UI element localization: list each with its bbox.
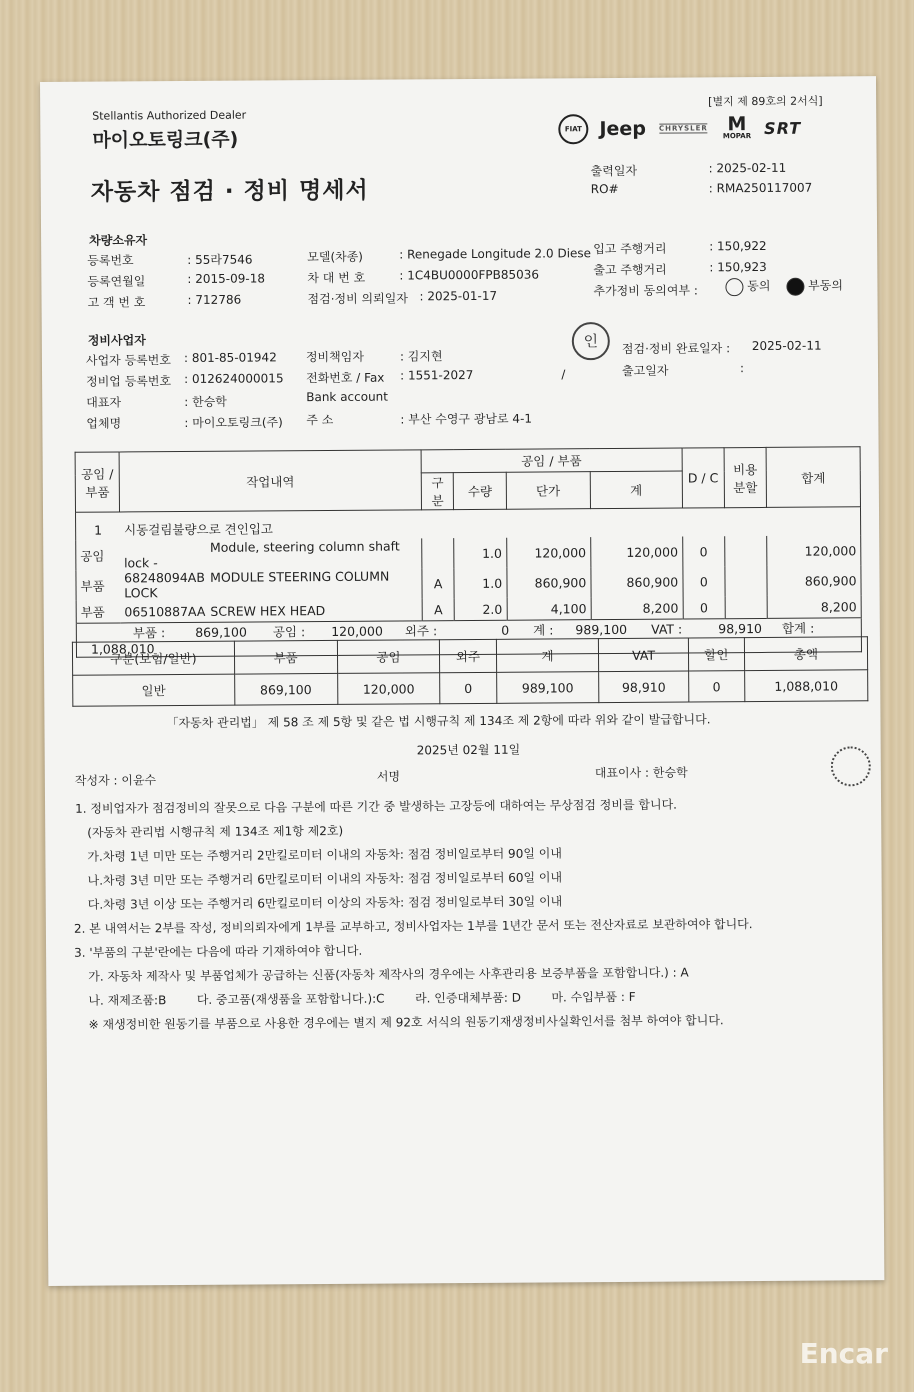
col-cost-share: 비용 분할: [724, 447, 767, 507]
note-3a: 가. 자동차 제작사 및 부품업체가 공급하는 신품(자동차 제작사의 경우에는 사후관리용 보증부품을 포함합니다.) : A: [88, 965, 689, 984]
customer-no: : 712786: [187, 292, 242, 307]
manager-label: 정비책임자: [305, 349, 364, 365]
ceo-signature: 대표이사 : 한승학: [594, 765, 688, 781]
request-date: : 2025-01-17: [419, 288, 498, 304]
release-date-colon: :: [739, 361, 745, 376]
model: : Renegade Longitude 2.0 Diese: [399, 246, 592, 262]
consent-label: 추가정비 동의여부 :: [593, 283, 698, 299]
encar-watermark: Encar: [799, 1337, 888, 1370]
table-row: 부품 68248094AB MODULE STEERING COLUMN LOCK A 1.0 860,900 860,900 0 860,900: [76, 565, 861, 600]
summary-table: 구분(보험/일반) 부품 공임 외주 계 VAT 할인 총액 일반 869,100 120,000 0 989,100 98,910 0 1,088,010: [72, 636, 868, 707]
writer: 작성자 : 이윤수: [74, 773, 157, 788]
company-seal: 인: [572, 322, 610, 360]
phone-label: 전화번호 / Fax: [306, 370, 385, 386]
job-title: 시동걸림불량으로 견인입고: [124, 521, 273, 538]
out-mileage: : 150,923: [709, 259, 767, 275]
shop-name: : 마이오토링크(주): [184, 415, 283, 431]
job-no: 1: [94, 522, 103, 538]
col-total: 합계: [766, 447, 860, 508]
col-kind: 구분: [421, 473, 454, 510]
consent-no-radio: [786, 277, 804, 295]
note-3: 3. '부품의 구분'란에는 다음에 따라 기재하여야 합니다.: [74, 943, 363, 960]
consent-options: [725, 276, 843, 295]
reg-date-label: 등록연월일: [87, 274, 146, 289]
note-1-ref: (자동차 관리법 시행규칙 제 134조 제1항 제2호): [87, 823, 344, 840]
bank-label: Bank account: [306, 389, 389, 405]
shop-name-label: 업체명: [86, 416, 122, 431]
request-date-label: 점검·정비 의뢰일자: [307, 291, 408, 307]
legal-statement: 「자동차 관리법」 제 58 조 제 5항 및 같은 법 시행규칙 제 134조 제 2항에 따라 위와 같이 발급합니다.: [166, 712, 711, 731]
subtotal-row: 부품 : 869,100 공임 : 120,000 외주 : 0 계 : 989,100 VAT : 98,910 합계 : 1,088,010: [76, 618, 861, 657]
biz-no-label: 사업자 등록번호: [85, 353, 171, 368]
table-row: 부품 06510887AA SCREW HEX HEAD A 2.0 4,100 8,200 0 8,200: [76, 595, 861, 623]
col-dc: D / C: [682, 448, 725, 508]
work-detail-table: [75, 446, 862, 657]
mopar-logo: M MOPAR: [722, 113, 752, 141]
col-unit: 단가: [506, 472, 590, 510]
dealer-label: Stellantis Authorized Dealer: [92, 108, 247, 123]
col-type: 공임 / 부품: [75, 452, 120, 512]
model-label: 모델(차종): [307, 249, 364, 265]
complete-date: 2025-02-11: [751, 338, 822, 354]
note-1b: 나.차령 3년 미만 또는 주행거리 6만킬로미터 이내의 자동차: 점검 정비일로부터 60일 이내: [87, 870, 563, 888]
manager: : 김지현: [399, 349, 443, 364]
biz-no: : 801-85-01942: [183, 350, 277, 366]
col-sub: 계: [590, 471, 682, 509]
ceo-seal: [831, 746, 871, 786]
col-group: 공임 / 부품: [421, 448, 682, 473]
release-date-label: 출고일자: [621, 363, 669, 378]
owner-section-title: 차량소유자: [89, 233, 148, 248]
print-date: : 2025-02-11: [708, 160, 787, 176]
note-1: 1. 정비업자가 점검정비의 잘못으로 다음 구분에 따른 기간 중 발생하는 고장등에 대하여는 무상점검 정비를 합니다.: [75, 797, 678, 816]
in-mileage-label: 입고 주행거리: [593, 241, 667, 257]
vin-label: 차 대 번 호: [307, 270, 366, 286]
customer-no-label: 고 객 번 호: [87, 295, 146, 310]
note-3b: 나. 재제조품:B 다. 중고품(재생품을 포함합니다.):C 라. 인증대체부품: D 마. 수입부품 : F: [88, 989, 636, 1008]
ro-number: : RMA250117007: [708, 180, 813, 196]
vin: : 1C4BU0000FPB85036: [399, 267, 540, 283]
consent-yes-radio: [725, 278, 743, 296]
ro-label: RO#: [590, 181, 619, 197]
table-row: 공임 Module, steering column shaft lock - 1.0 120,000 120,000 0 120,000: [76, 535, 861, 570]
col-qty: 수량: [454, 472, 506, 509]
reg-no-label: 등록번호: [87, 253, 134, 268]
shop-section-title: 정비사업자: [87, 333, 146, 348]
document-paper: [40, 76, 884, 1286]
print-date-label: 출력일자: [590, 163, 638, 179]
shop-reg-label: 정비업 등록번호: [86, 374, 172, 389]
address-label: 주 소: [306, 412, 334, 428]
consent-no-label: 부동의: [808, 278, 843, 293]
out-mileage-label: 출고 주행거리: [593, 262, 667, 278]
note-1c: 다.차령 3년 이상 또는 주행거리 6만킬로미터 이상의 자동차: 점검 정비일로부터 30일 이내: [87, 894, 563, 912]
shop-reg: : 012624000015: [184, 371, 284, 387]
note-1a: 가.차령 1년 미만 또는 주행거리 2만킬로미터 이내의 자동차: 점검 정비일로부터 90일 이내: [87, 846, 562, 864]
brand-logos: [558, 113, 801, 145]
address: : 부산 수영구 광남로 4-1: [400, 411, 533, 427]
complete-date-label: 점검·정비 완료일자 :: [621, 341, 731, 356]
note-3-remark: ※ 재생정비한 원동기를 부품으로 사용한 경우에는 별지 제 92호 서식의 원동기재생정비사실확인서를 첨부 하여야 합니다.: [88, 1013, 724, 1032]
fiat-logo: FIAT: [558, 114, 588, 144]
issue-date: 2025년 02월 11일: [416, 742, 521, 758]
phone: : 1551-2027 /: [400, 367, 566, 383]
note-2: 2. 본 내역서는 2부를 작성, 정비의뢰자에게 1부를 교부하고, 정비사업자는 1부를 1년간 문서 또는 전산자료로 보관하여야 합니다.: [73, 917, 753, 936]
company-name: 마이오토링크(주): [92, 128, 239, 152]
form-id: [별지 제 89호의 2서식]: [708, 94, 823, 109]
ceo-label: 대표자: [86, 395, 122, 410]
document-title: 자동차 점검 · 정비 명세서: [90, 177, 369, 206]
consent-yes-label: 동의: [747, 278, 771, 294]
reg-no: : 55라7546: [187, 252, 253, 267]
reg-date: : 2015-09-18: [187, 271, 266, 286]
srt-logo: SRT: [764, 118, 802, 138]
col-work: 작업내역: [119, 450, 421, 512]
chrysler-logo: CHRYSLER: [658, 124, 708, 133]
in-mileage: : 150,922: [709, 238, 767, 254]
ceo: : 한승학: [184, 394, 227, 410]
jeep-logo: Jeep: [599, 117, 646, 141]
sign-label: 서명: [376, 769, 401, 784]
